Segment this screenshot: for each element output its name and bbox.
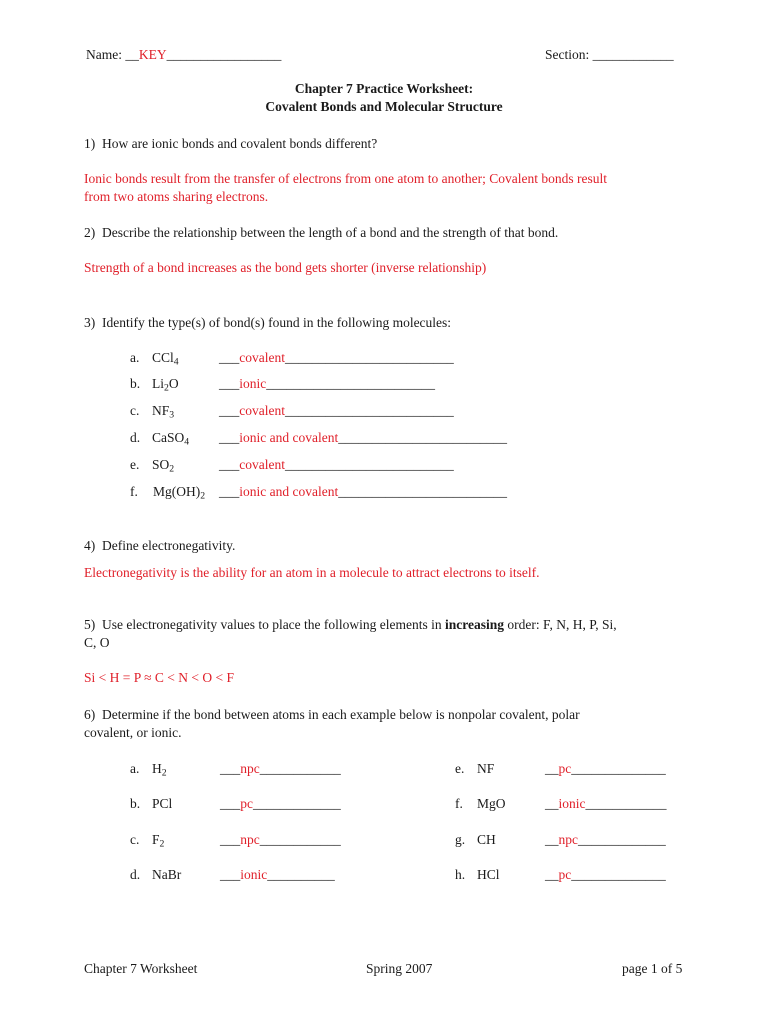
answer-value: ionic and covalent (239, 430, 339, 445)
molecule: $Mg(OH)_2$ (153, 484, 206, 502)
answer-blank: __ionic____________ (545, 796, 667, 811)
molecule: $H_2$ (152, 761, 167, 779)
item-letter: c. (130, 832, 140, 847)
item-letter: b. (130, 796, 141, 811)
answer-value: ionic and covalent (239, 484, 339, 499)
molecule: $NF_3$ (152, 403, 175, 421)
question-number: 4) (84, 538, 96, 553)
name-value: KEY (138, 47, 167, 62)
question-4 (84, 538, 235, 554)
question-number: 5) (84, 617, 96, 632)
question-text: How are ionic bonds and covalent bonds different? (102, 136, 378, 151)
item-letter: b. (130, 376, 141, 391)
name-label: Name: __ (86, 47, 139, 62)
answer-value: npc (558, 832, 578, 847)
answer-blank: ___ionic__________ (220, 867, 335, 882)
title-line-1: Chapter 7 Practice Worksheet: (294, 81, 474, 96)
answer-value: covalent (239, 403, 285, 418)
item-letter: d. (130, 430, 141, 445)
question-1 (84, 136, 377, 152)
question-5-line-2: C, O (84, 635, 110, 650)
section-underline: ____________ (592, 47, 674, 62)
item-letter: d. (130, 867, 141, 882)
item-letter: g. (455, 832, 466, 847)
question-number: 3) (84, 315, 96, 330)
section-label: Section: (545, 47, 593, 62)
section-field (545, 47, 674, 63)
question-text: Describe the relationship between the length of a bond and the strength of that bond. (102, 225, 559, 240)
answer-blank: ___npc____________ (220, 761, 341, 776)
answer-value: pc (240, 796, 253, 811)
answer-1-line-2: from two atoms sharing electrons. (84, 189, 269, 204)
footer-center: Spring 2007 (366, 961, 433, 976)
question-text: Identify the type(s) of bond(s) found in the following molecules: (102, 315, 452, 330)
answer-value: covalent (239, 457, 285, 472)
molecule: $SO_2$ (152, 457, 175, 475)
answer-blank: ___covalent_________________________ (219, 403, 454, 418)
answer-blank: ___pc_____________ (220, 796, 341, 811)
answer-1-line-1: Ionic bonds result from the transfer of electrons from one atom to another; Covalent bonds result (84, 171, 607, 186)
molecule: CaSO$_4$ (152, 430, 190, 448)
footer-page-number: page 1 of 5 (622, 961, 683, 976)
answer-value: ionic (558, 796, 586, 811)
molecule: MgO (477, 796, 506, 811)
emphasis-increasing: increasing (445, 617, 505, 632)
question-number: 6) (84, 707, 96, 722)
question-6 (84, 707, 580, 723)
item-letter: f. (130, 484, 138, 499)
item-letter: f. (455, 796, 463, 811)
item-letter: e. (130, 457, 140, 472)
question-6-line-2: covalent, or ionic. (84, 725, 182, 740)
answer-blank: __pc______________ (545, 867, 666, 882)
question-text: Define electronegativity. (102, 538, 236, 553)
item-letter: h. (455, 867, 466, 882)
question-text: Determine if the bond between atoms in each example below is nonpolar covalent, polar (102, 707, 580, 722)
footer-left: Chapter 7 Worksheet (84, 961, 198, 976)
molecule: $F_2$ (152, 832, 165, 850)
answer-value: pc (558, 761, 572, 776)
item-letter: a. (130, 350, 140, 365)
question-3 (84, 315, 451, 331)
question-number: 1) (84, 136, 96, 151)
answer-value: pc (558, 867, 572, 882)
answer-4: Electronegativity is the ability for an atom in a molecule to attract electrons to itself. (84, 565, 540, 580)
answer-value: covalent (239, 350, 285, 365)
answer-value: npc (240, 832, 260, 847)
molecule: CCl$_4$ (152, 350, 179, 368)
answer-value: ionic (239, 376, 267, 391)
title-line-2: Covalent Bonds and Molecular Structure (265, 99, 503, 114)
answer-blank: ___covalent_________________________ (219, 350, 454, 365)
answer-blank: ___ionic_________________________ (219, 376, 435, 391)
molecule: HCl (477, 867, 500, 882)
item-letter: e. (455, 761, 465, 776)
molecule: NaBr (152, 867, 182, 882)
answer-blank: __npc_____________ (545, 832, 666, 847)
question-5: 5) Use electronegativity values to place the following elements in increasing order: F, N, H, P, Si, (84, 617, 617, 632)
answer-blank: ___covalent_________________________ (219, 457, 454, 472)
question-2 (84, 225, 558, 241)
answer-5: Si < H = P ≈ C < N < O < F (84, 670, 235, 685)
answer-value: ionic (240, 867, 268, 882)
answer-blank: ___ionic and covalent_________________________ (219, 484, 507, 499)
item-letter: c. (130, 403, 140, 418)
molecule: $Li_2O$ (152, 376, 179, 394)
answer-blank: ___ionic and covalent_________________________ (219, 430, 507, 445)
name-underline: _________________ (166, 47, 282, 62)
molecule: CH (477, 832, 496, 847)
answer-blank: ___npc____________ (220, 832, 341, 847)
answer-2: Strength of a bond increases as the bond gets shorter (inverse relationship) (84, 260, 487, 275)
question-number: 2) (84, 225, 96, 240)
item-letter: a. (130, 761, 140, 776)
molecule: PCl (152, 796, 173, 811)
answer-blank: __pc______________ (545, 761, 666, 776)
name-field (86, 47, 281, 63)
answer-value: npc (240, 761, 260, 776)
molecule: NF (477, 761, 495, 776)
